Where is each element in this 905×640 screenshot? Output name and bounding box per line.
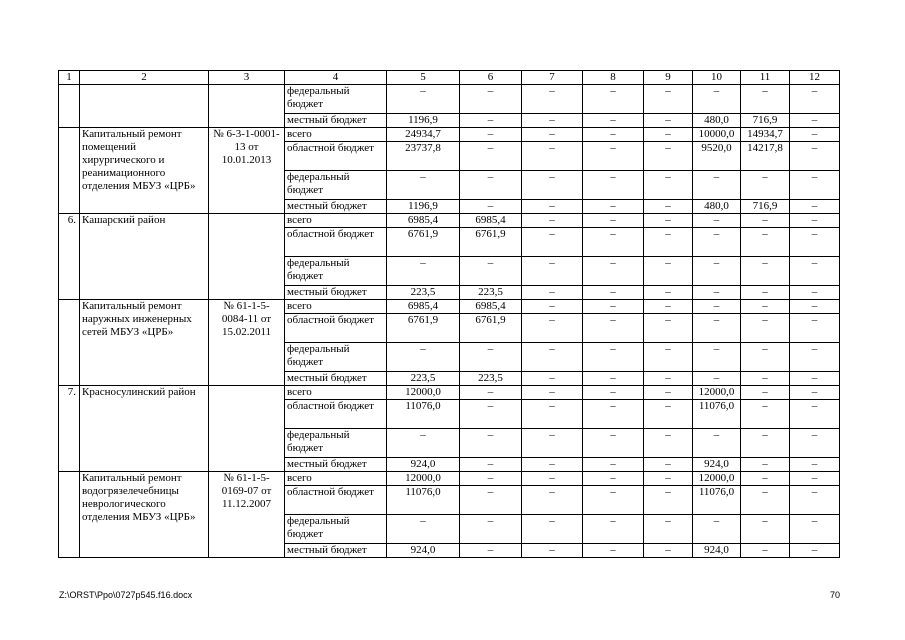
value-cell: – — [583, 114, 644, 128]
value-cell: – — [644, 128, 693, 142]
value-cell: – — [460, 171, 522, 200]
object-name: Красносулинский район — [80, 386, 209, 472]
value-cell: – — [644, 114, 693, 128]
value-cell: – — [522, 114, 583, 128]
value-cell: – — [583, 486, 644, 515]
table-row — [59, 300, 840, 314]
value-cell: – — [790, 128, 840, 142]
value-cell: – — [644, 400, 693, 429]
value-cell: – — [741, 458, 790, 472]
value-cell: – — [522, 400, 583, 429]
value-cell: 716,9 — [741, 114, 790, 128]
value-cell: – — [460, 544, 522, 558]
value-cell: – — [387, 343, 460, 372]
value-cell: – — [741, 85, 790, 114]
value-cell: 223,5 — [460, 372, 522, 386]
conclusion-ref — [209, 214, 285, 300]
value-cell: 12000,0 — [387, 472, 460, 486]
value-cell: – — [790, 171, 840, 200]
value-cell: – — [644, 386, 693, 400]
value-cell: – — [460, 128, 522, 142]
value-cell: – — [583, 372, 644, 386]
value-cell: 14934,7 — [741, 128, 790, 142]
value-cell: – — [693, 257, 741, 286]
value-cell: – — [790, 472, 840, 486]
value-cell: – — [387, 85, 460, 114]
value-cell: 6761,9 — [460, 228, 522, 257]
funding-source: всего — [285, 214, 387, 228]
value-cell: – — [460, 343, 522, 372]
value-cell: – — [583, 85, 644, 114]
value-cell: – — [790, 257, 840, 286]
value-cell: – — [387, 257, 460, 286]
header-cell: 10 — [693, 71, 741, 85]
value-cell: – — [583, 300, 644, 314]
funding-source: областной бюджет — [285, 400, 387, 429]
value-cell: 14217,8 — [741, 142, 790, 171]
header-cell: 1 — [59, 71, 80, 85]
conclusion-ref: № 6-3-1-0001-13 от 10.01.2013 — [209, 128, 285, 214]
value-cell: – — [583, 214, 644, 228]
funding-source: всего — [285, 128, 387, 142]
value-cell: – — [790, 142, 840, 171]
value-cell: 924,0 — [693, 458, 741, 472]
value-cell: – — [693, 171, 741, 200]
value-cell: 223,5 — [387, 372, 460, 386]
value-cell: – — [790, 386, 840, 400]
conclusion-ref: № 61-1-5-0169-07 от 11.12.2007 — [209, 472, 285, 558]
value-cell: – — [644, 286, 693, 300]
value-cell: – — [693, 286, 741, 300]
header-cell: 9 — [644, 71, 693, 85]
value-cell: 9520,0 — [693, 142, 741, 171]
value-cell: – — [693, 300, 741, 314]
value-cell: – — [790, 214, 840, 228]
value-cell: – — [522, 200, 583, 214]
value-cell: – — [644, 515, 693, 544]
value-cell: – — [644, 200, 693, 214]
value-cell: – — [644, 314, 693, 343]
value-cell: – — [644, 142, 693, 171]
value-cell: – — [583, 343, 644, 372]
value-cell: – — [790, 343, 840, 372]
value-cell: – — [583, 128, 644, 142]
page-number: 70 — [829, 590, 840, 600]
value-cell: 223,5 — [460, 286, 522, 300]
value-cell: – — [522, 314, 583, 343]
value-cell: 924,0 — [387, 544, 460, 558]
value-cell: 924,0 — [693, 544, 741, 558]
value-cell: – — [741, 171, 790, 200]
value-cell: – — [693, 429, 741, 458]
value-cell: 1196,9 — [387, 200, 460, 214]
value-cell: 1196,9 — [387, 114, 460, 128]
value-cell: – — [644, 458, 693, 472]
value-cell: – — [790, 515, 840, 544]
table-row — [59, 214, 840, 228]
footer-file-path: Z:\ORST\Ppo\0727p545.f16.docx — [59, 590, 193, 600]
value-cell: – — [790, 372, 840, 386]
value-cell: – — [741, 286, 790, 300]
value-cell: – — [460, 114, 522, 128]
funding-source: федеральный бюджет — [285, 257, 387, 286]
funding-source: местный бюджет — [285, 458, 387, 472]
value-cell: 6985,4 — [387, 214, 460, 228]
value-cell: – — [583, 228, 644, 257]
value-cell: 12000,0 — [387, 386, 460, 400]
value-cell: – — [790, 544, 840, 558]
value-cell: – — [583, 314, 644, 343]
value-cell: – — [644, 429, 693, 458]
value-cell: 480,0 — [693, 114, 741, 128]
value-cell: – — [583, 286, 644, 300]
value-cell: – — [693, 314, 741, 343]
object-name: Капитальный ремонт водогрязелечебницы неврологического отделения МБУЗ «ЦРБ» — [80, 472, 209, 558]
value-cell: – — [741, 486, 790, 515]
header-cell: 12 — [790, 71, 840, 85]
funding-source: областной бюджет — [285, 314, 387, 343]
value-cell: – — [693, 85, 741, 114]
table-row — [59, 128, 840, 142]
funding-source: местный бюджет — [285, 372, 387, 386]
value-cell: – — [790, 200, 840, 214]
value-cell: – — [741, 314, 790, 343]
value-cell: – — [741, 228, 790, 257]
value-cell: – — [522, 300, 583, 314]
value-cell: – — [387, 515, 460, 544]
value-cell: – — [583, 544, 644, 558]
header-cell: 2 — [80, 71, 209, 85]
value-cell: – — [522, 343, 583, 372]
conclusion-ref — [209, 386, 285, 472]
value-cell: – — [741, 343, 790, 372]
value-cell: – — [522, 142, 583, 171]
funding-source: местный бюджет — [285, 544, 387, 558]
value-cell: – — [741, 300, 790, 314]
value-cell: – — [522, 214, 583, 228]
value-cell: – — [460, 85, 522, 114]
value-cell: – — [583, 142, 644, 171]
funding-source: федеральный бюджет — [285, 515, 387, 544]
value-cell: – — [741, 386, 790, 400]
table-row — [59, 85, 840, 114]
funding-source: федеральный бюджет — [285, 343, 387, 372]
value-cell: 6985,4 — [460, 300, 522, 314]
header-cell: 11 — [741, 71, 790, 85]
value-cell: – — [522, 372, 583, 386]
row-number — [59, 85, 80, 128]
value-cell: – — [522, 458, 583, 472]
value-cell: – — [583, 200, 644, 214]
value-cell: – — [583, 429, 644, 458]
value-cell: – — [741, 472, 790, 486]
header-cell: 4 — [285, 71, 387, 85]
value-cell: – — [387, 429, 460, 458]
value-cell: – — [522, 472, 583, 486]
funding-source: всего — [285, 300, 387, 314]
value-cell: – — [460, 400, 522, 429]
value-cell: – — [583, 386, 644, 400]
value-cell: – — [741, 429, 790, 458]
row-number — [59, 128, 80, 214]
table-row — [59, 472, 840, 486]
header-cell: 8 — [583, 71, 644, 85]
header-cell: 6 — [460, 71, 522, 85]
value-cell: – — [790, 314, 840, 343]
budget-table — [58, 70, 840, 558]
value-cell: – — [693, 343, 741, 372]
funding-source: федеральный бюджет — [285, 171, 387, 200]
value-cell: – — [460, 458, 522, 472]
table-header — [59, 71, 840, 85]
value-cell: – — [741, 544, 790, 558]
value-cell: – — [693, 214, 741, 228]
funding-source: областной бюджет — [285, 142, 387, 171]
value-cell: – — [460, 486, 522, 515]
value-cell: – — [741, 515, 790, 544]
value-cell: 23737,8 — [387, 142, 460, 171]
value-cell: – — [790, 400, 840, 429]
funding-source: областной бюджет — [285, 486, 387, 515]
value-cell: – — [790, 85, 840, 114]
header-cell: 3 — [209, 71, 285, 85]
value-cell: – — [644, 171, 693, 200]
value-cell: – — [583, 257, 644, 286]
value-cell: – — [387, 171, 460, 200]
value-cell: – — [522, 386, 583, 400]
value-cell: 11076,0 — [693, 486, 741, 515]
value-cell: – — [583, 400, 644, 429]
value-cell: 223,5 — [387, 286, 460, 300]
value-cell: 12000,0 — [693, 386, 741, 400]
value-cell: 6761,9 — [387, 314, 460, 343]
value-cell: 6985,4 — [460, 214, 522, 228]
value-cell: 10000,0 — [693, 128, 741, 142]
value-cell: 11076,0 — [387, 486, 460, 515]
value-cell: – — [790, 228, 840, 257]
value-cell: – — [522, 171, 583, 200]
row-number: 7. — [59, 386, 80, 472]
value-cell: – — [460, 257, 522, 286]
value-cell: 24934,7 — [387, 128, 460, 142]
value-cell: – — [693, 515, 741, 544]
value-cell: – — [644, 343, 693, 372]
conclusion-ref: № 61-1-5-0084-11 от 15.02.2011 — [209, 300, 285, 386]
header-cell: 5 — [387, 71, 460, 85]
row-number — [59, 300, 80, 386]
value-cell: – — [522, 429, 583, 458]
value-cell: – — [790, 114, 840, 128]
value-cell: – — [583, 458, 644, 472]
value-cell: – — [522, 85, 583, 114]
value-cell: – — [522, 228, 583, 257]
value-cell: – — [522, 515, 583, 544]
value-cell: – — [693, 228, 741, 257]
value-cell: 11076,0 — [387, 400, 460, 429]
value-cell: – — [460, 429, 522, 458]
value-cell: – — [741, 257, 790, 286]
value-cell: – — [790, 486, 840, 515]
value-cell: – — [741, 400, 790, 429]
value-cell: – — [644, 372, 693, 386]
value-cell: – — [693, 372, 741, 386]
table-row — [59, 386, 840, 400]
value-cell: – — [522, 486, 583, 515]
row-number — [59, 472, 80, 558]
funding-source: местный бюджет — [285, 286, 387, 300]
object-name: Капитальный ремонт помещений хирургического и реанимационного отделения МБУЗ «ЦРБ» — [80, 128, 209, 214]
value-cell: 924,0 — [387, 458, 460, 472]
value-cell: – — [522, 128, 583, 142]
value-cell: – — [522, 257, 583, 286]
value-cell: – — [583, 171, 644, 200]
object-name — [80, 85, 209, 128]
funding-source: областной бюджет — [285, 228, 387, 257]
funding-source: всего — [285, 386, 387, 400]
value-cell: – — [460, 200, 522, 214]
funding-source: федеральный бюджет — [285, 85, 387, 114]
funding-source: федеральный бюджет — [285, 429, 387, 458]
value-cell: – — [460, 142, 522, 171]
value-cell: – — [583, 472, 644, 486]
value-cell: 6985,4 — [387, 300, 460, 314]
object-name: Кашарский район — [80, 214, 209, 300]
object-name: Капитальный ремонт наружных инженерных сетей МБУЗ «ЦРБ» — [80, 300, 209, 386]
value-cell: – — [460, 472, 522, 486]
funding-source: местный бюджет — [285, 114, 387, 128]
value-cell: – — [790, 300, 840, 314]
funding-source: местный бюджет — [285, 200, 387, 214]
value-cell: – — [460, 515, 522, 544]
value-cell: – — [644, 472, 693, 486]
value-cell: – — [790, 458, 840, 472]
value-cell: – — [522, 544, 583, 558]
value-cell: – — [522, 286, 583, 300]
value-cell: 716,9 — [741, 200, 790, 214]
value-cell: – — [644, 257, 693, 286]
value-cell: 480,0 — [693, 200, 741, 214]
value-cell: 6761,9 — [460, 314, 522, 343]
value-cell: – — [583, 515, 644, 544]
value-cell: – — [790, 429, 840, 458]
value-cell: 11076,0 — [693, 400, 741, 429]
value-cell: – — [460, 386, 522, 400]
value-cell: – — [644, 300, 693, 314]
value-cell: – — [644, 486, 693, 515]
header-cell: 7 — [522, 71, 583, 85]
value-cell: – — [741, 214, 790, 228]
value-cell: – — [741, 372, 790, 386]
funding-source: всего — [285, 472, 387, 486]
value-cell: – — [790, 286, 840, 300]
conclusion-ref — [209, 85, 285, 128]
value-cell: 12000,0 — [693, 472, 741, 486]
table-body — [59, 85, 840, 558]
value-cell: – — [644, 228, 693, 257]
row-number: 6. — [59, 214, 80, 300]
value-cell: – — [644, 85, 693, 114]
value-cell: 6761,9 — [387, 228, 460, 257]
value-cell: – — [644, 544, 693, 558]
header-row — [59, 71, 840, 85]
value-cell: – — [644, 214, 693, 228]
